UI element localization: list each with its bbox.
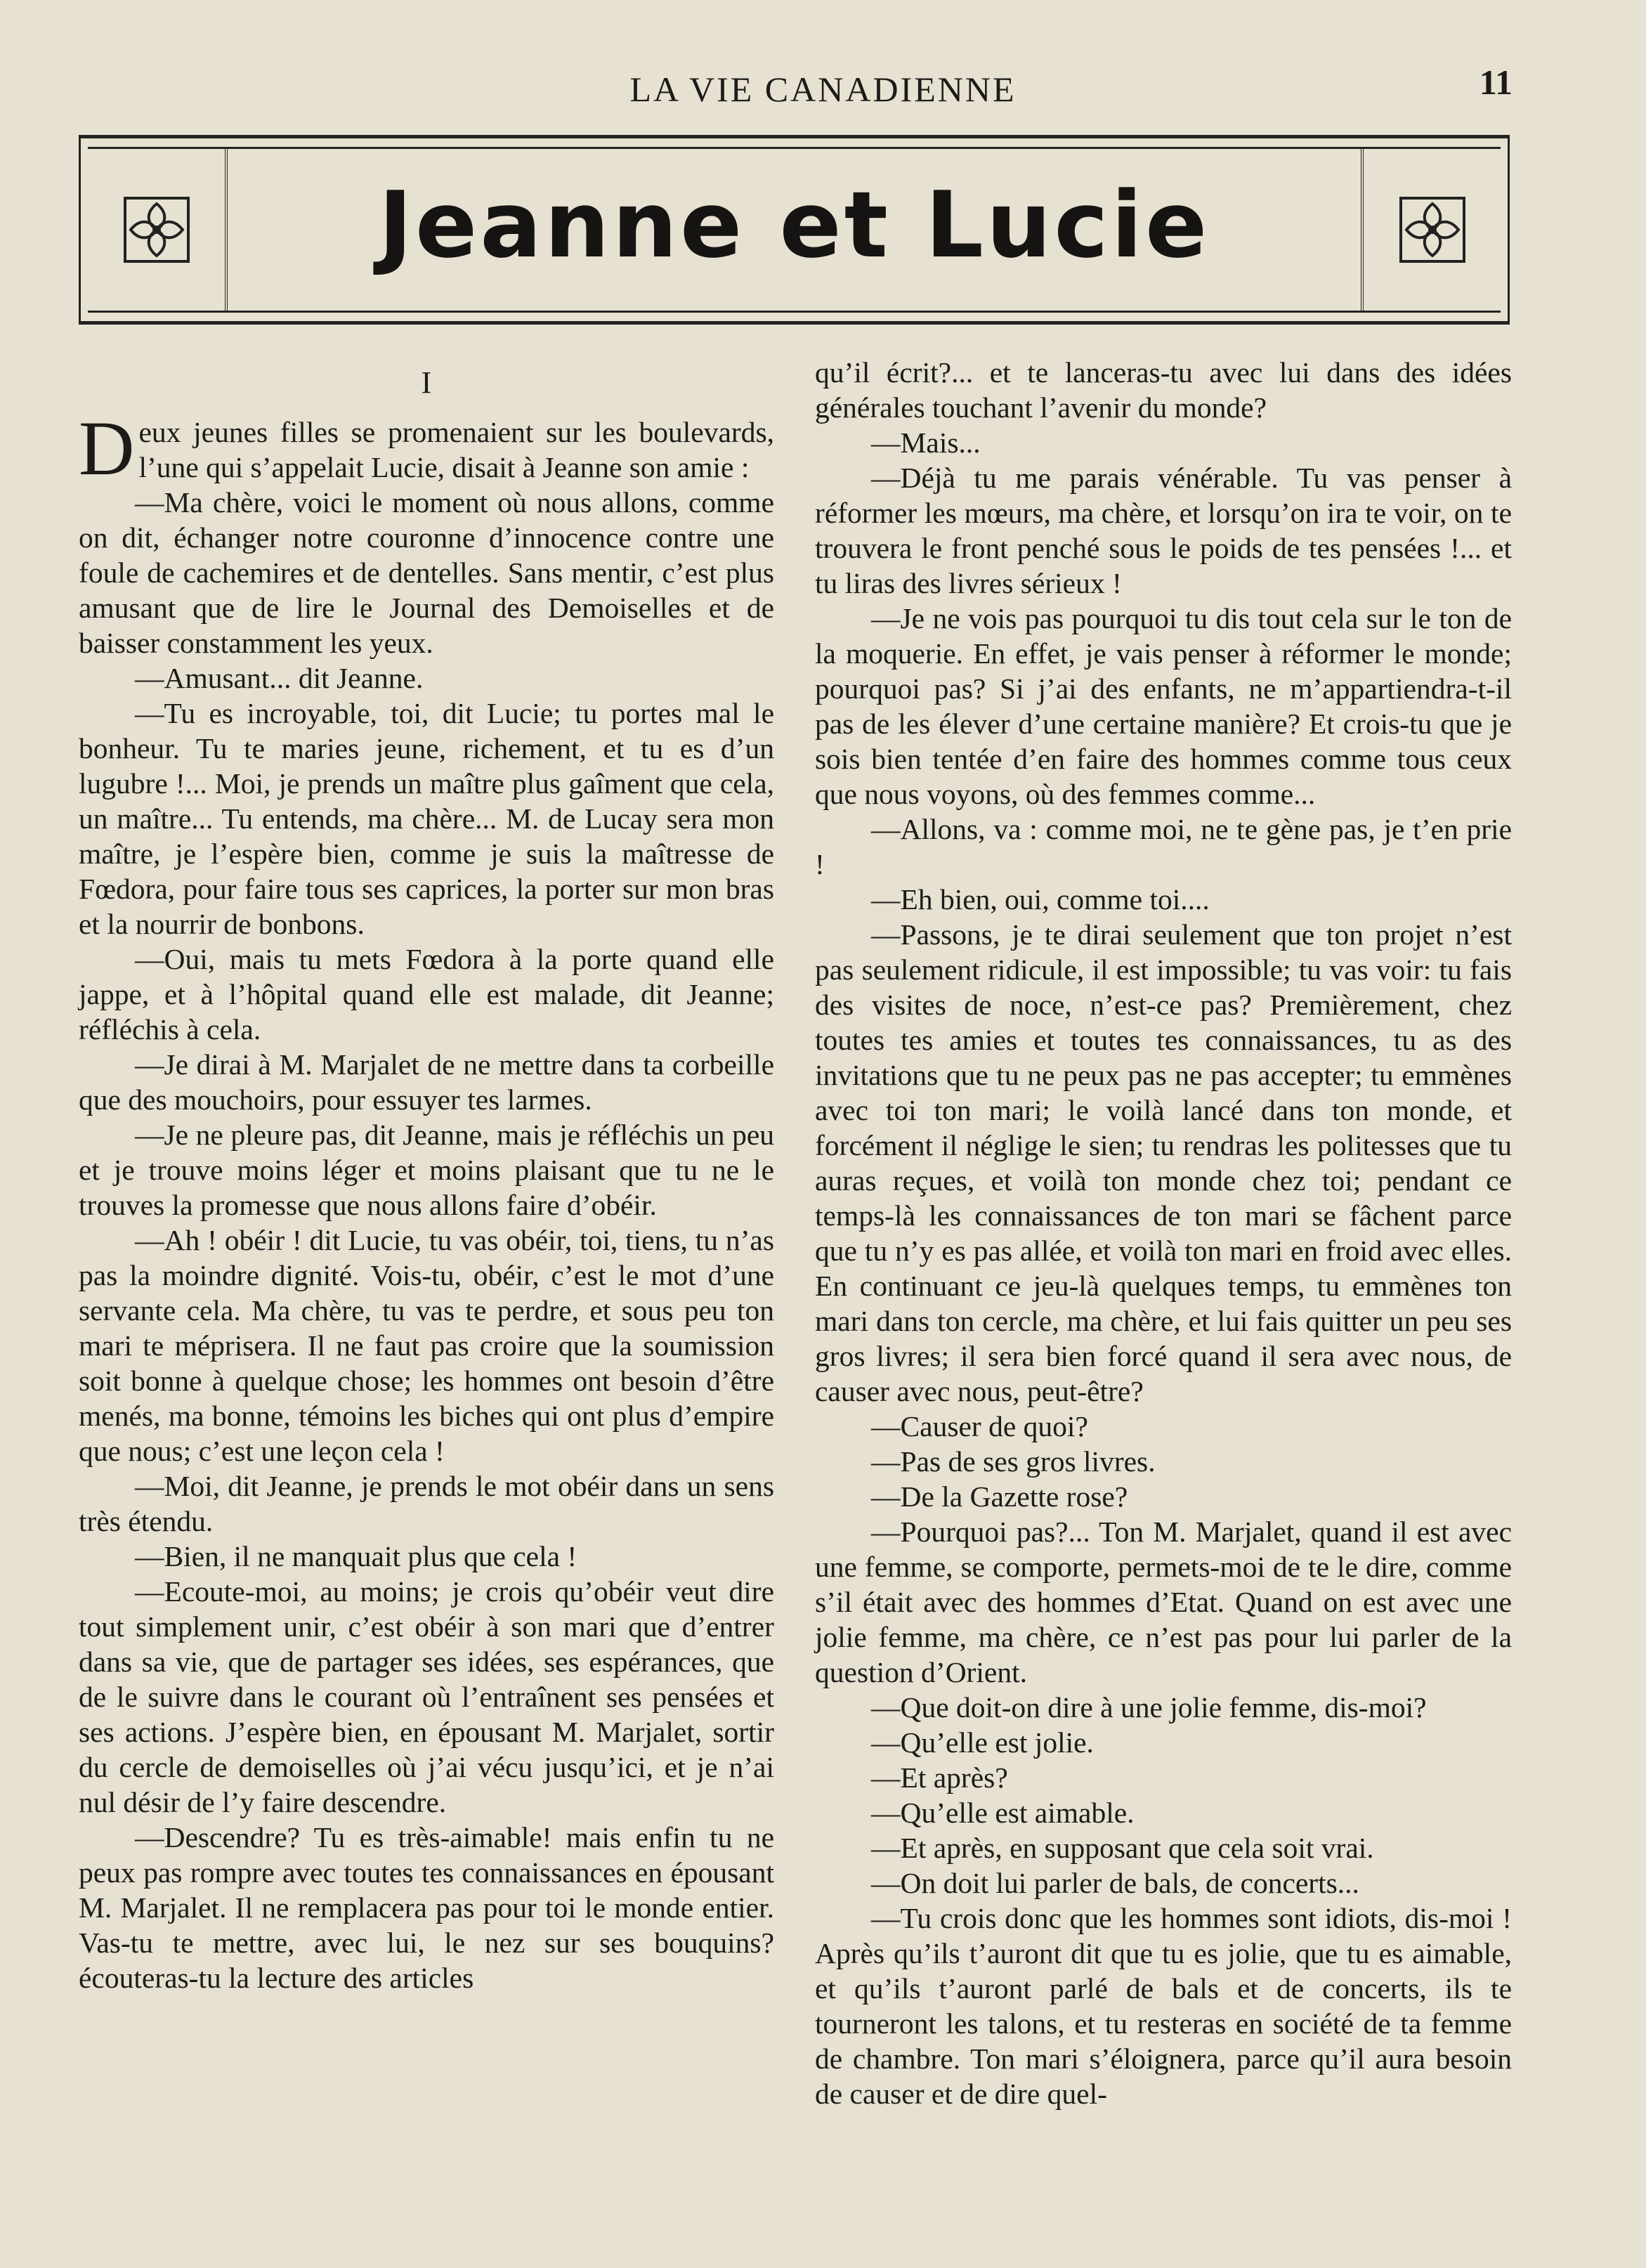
paragraph: —Je ne vois pas pourquoi tu dis tout cela sur le ton de la moquerie. En effet, je vais penser à réformer le monde; pourquoi pas? Si j’ai des enfants, ne m’appartiendra-t-il pas de les élever d’une certaine manière? Et crois-tu que je sois bien tentée d’en faire des hommes comme tous ceux que nous voyons, où des femmes comme... xyxy=(815,602,1512,810)
right-ornament-box xyxy=(1361,149,1501,311)
title-inner-border xyxy=(88,147,1501,313)
paragraph: —Que doit-on dire à une jolie femme, dis-moi? xyxy=(871,1691,1427,1723)
four-petal-flower-icon xyxy=(118,191,195,268)
paragraph: —Mais... xyxy=(871,426,981,459)
paragraph: —Amusant... dit Jeanne. xyxy=(135,662,424,694)
paragraph: —Eh bien, oui, comme toi.... xyxy=(871,883,1210,915)
paragraph: —Moi, dit Jeanne, je prends le mot obéir dans un sens très étendu. xyxy=(79,1470,774,1537)
paragraph: —Tu crois donc que les hommes sont idiots, dis-moi ! Après qu’ils t’auront dit que tu es jolie, que tu es aimable, et qu’ils t’auront parlé de bals et de concerts, ils te tourneront les talons, et tu resteras en société de ta femme de chambre. Ton mari s’éloignera, parce qu’il aura besoin de causer et de dire quel- xyxy=(815,1902,1512,2110)
paragraph: —Déjà tu me parais vénérable. Tu vas penser à réformer les mœurs, ma chère, et lorsqu’on ira te voir, on te trouvera le front penché sous le poids de tes pensées !... et tu liras des livres sérieux ! xyxy=(815,462,1512,599)
paragraph: —Qu’elle est aimable. xyxy=(871,1797,1135,1829)
paragraph: —Je dirai à M. Marjalet de ne mettre dans ta corbeille que des mouchoirs, pour essuyer tes larmes. xyxy=(79,1048,774,1116)
paragraph: —Pourquoi pas?... Ton M. Marjalet, quand il est avec une femme, se comporte, permets-moi de te le dire, comme s’il était avec des hommes d’Etat. Quand on est avec une jolie femme, ma chère, ce n’est pas pour lui parler de la question d’Orient. xyxy=(815,1516,1512,1688)
paragraph: —Tu es incroyable, toi, dit Lucie; tu portes mal le bonheur. Tu te maries jeune, richement, et tu es d’un lugubre !... Moi, je prends un maître plus gaîment que cela, un maître... Tu entends, ma chère... M. de Lucay sera mon maître, je l’espère bien, comme je suis la maîtresse de Fœdora, pour faire tous ses caprices, la porter sur mon bras et la nourrir de bonbons. xyxy=(79,697,774,940)
paragraph: —Ah ! obéir ! dit Lucie, tu vas obéir, toi, tiens, tu n’as pas la moindre dignité. Vois-tu, obéir, c’est le mot d’une servante cela. Ma chère, tu vas te perdre, et sous peu ton mari te méprisera. Il ne faut pas croire que la soumission soit bonne à quelque chose; les hommes ont besoin d’être menés, ma bonne, témoins les biches qui ont plus d’empire que nous; c’est une leçon cela ! xyxy=(79,1224,774,1467)
article-title: Jeanne et Lucie xyxy=(378,171,1210,278)
left-ornament-box xyxy=(88,149,228,311)
paragraph: —Et après, en supposant que cela soit vrai. xyxy=(871,1832,1374,1864)
paragraph: —Qu’elle est jolie. xyxy=(871,1726,1094,1759)
paragraph: —Oui, mais tu mets Fœdora à la porte quand elle jappe, et à l’hôpital quand elle est malade, dit Jeanne; réfléchis à cela. xyxy=(79,943,774,1045)
paragraph: —Je ne pleure pas, dit Jeanne, mais je réfléchis un peu et je trouve moins léger et moins plaisant que tu ne le trouves la promesse que nous allons faire d’obéir. xyxy=(79,1119,774,1221)
paragraph: —De la Gazette rose? xyxy=(871,1480,1128,1513)
page-number: 11 xyxy=(1479,63,1513,102)
paragraph: —Allons, va : comme moi, ne te gène pas, je t’en prie ! xyxy=(815,813,1512,880)
running-title: LA VIE CANADIENNE xyxy=(629,70,1017,109)
paragraph: —Ecoute-moi, au moins; je crois qu’obéir veut dire tout simplement unir, c’est obéir à son mari que d’entrer dans sa vie, que de partager ses idées, ses espérances, que de le suivre dans le courant où l’entraînent ses pensées et ses actions. J’espère bien, en épousant M. Marjalet, sortir du cercle de demoiselles où j’ai vécu jusqu’ici, et je n’ai nul désir de l’y faire descendre. xyxy=(79,1575,774,1818)
title-frame xyxy=(79,135,1510,325)
paragraph: —On doit lui parler de bals, de concerts... xyxy=(871,1867,1359,1899)
paragraph: —Pas de ses gros livres. xyxy=(871,1445,1156,1478)
left-column xyxy=(79,351,774,1995)
paragraph: —Causer de quoi? xyxy=(871,1410,1088,1442)
four-petal-flower-icon xyxy=(1394,191,1471,268)
opening-paragraph xyxy=(79,405,774,491)
drop-cap: D xyxy=(79,405,135,491)
paragraph: —Bien, il ne manquait plus que cela ! xyxy=(135,1540,577,1572)
page-header xyxy=(0,62,1646,125)
continued-paragraph: qu’il écrit?... et te lanceras-tu avec lui dans des idées générales touchant l’avenir du monde? xyxy=(815,356,1512,424)
paragraph: —Et après? xyxy=(871,1761,1008,1794)
paragraph: —Descendre? Tu es très-aimable! mais enfin tu ne peux pas rompre avec toutes tes connaissances en épousant M. Marjalet. Il ne remplacera pas pour toi le monde entier. Vas-tu te mettre, avec lui, le nez sur ses bouquins? écouteras-tu la lecture des articles xyxy=(79,1821,774,1994)
paragraph: —Passons, je te dirai seulement que ton projet n’est pas seulement ridicule, il est impossible; tu vas voir: tu fais des visites de noce, n’est-ce pas? Premièrement, chez toutes tes amies et toutes tes connaissances, tu as des invitations que tu ne peux pas ne pas accepter; tu emmènes avec toi ton mari; le voilà lancé dans ton monde, et forcément il néglige le sien; tu rendras les politesses que tu auras reçues, et voilà ton monde chez toi; pendant ce temps-là les connaissances de ton mari se fâchent parce que tu n’y es pas allée, et voilà ton mari en froid avec elles. En continuant ce jeu-là quelques temps, tu emmènes ton mari dans ton cercle, ma chère, et lui fais quitter un peu ses gros livres; il sera bien forcé quand il sera avec nous, de causer avec nous, peut-être? xyxy=(815,918,1512,1407)
paragraph: —Ma chère, voici le moment où nous allons, comme on dit, échanger notre couronne d’innocence contre une foule de cachemires et de dentelles. Sans mentir, c’est plus amusant que de lire le Journal des Demoiselles et de baisser constamment les yeux. xyxy=(79,486,774,659)
opening-text: eux jeunes filles se promenaient sur les boulevards, l’une qui s’appelait Lucie, disait à Jeanne son amie : xyxy=(138,416,774,483)
right-column xyxy=(815,355,1512,2111)
section-number: I xyxy=(421,365,432,400)
